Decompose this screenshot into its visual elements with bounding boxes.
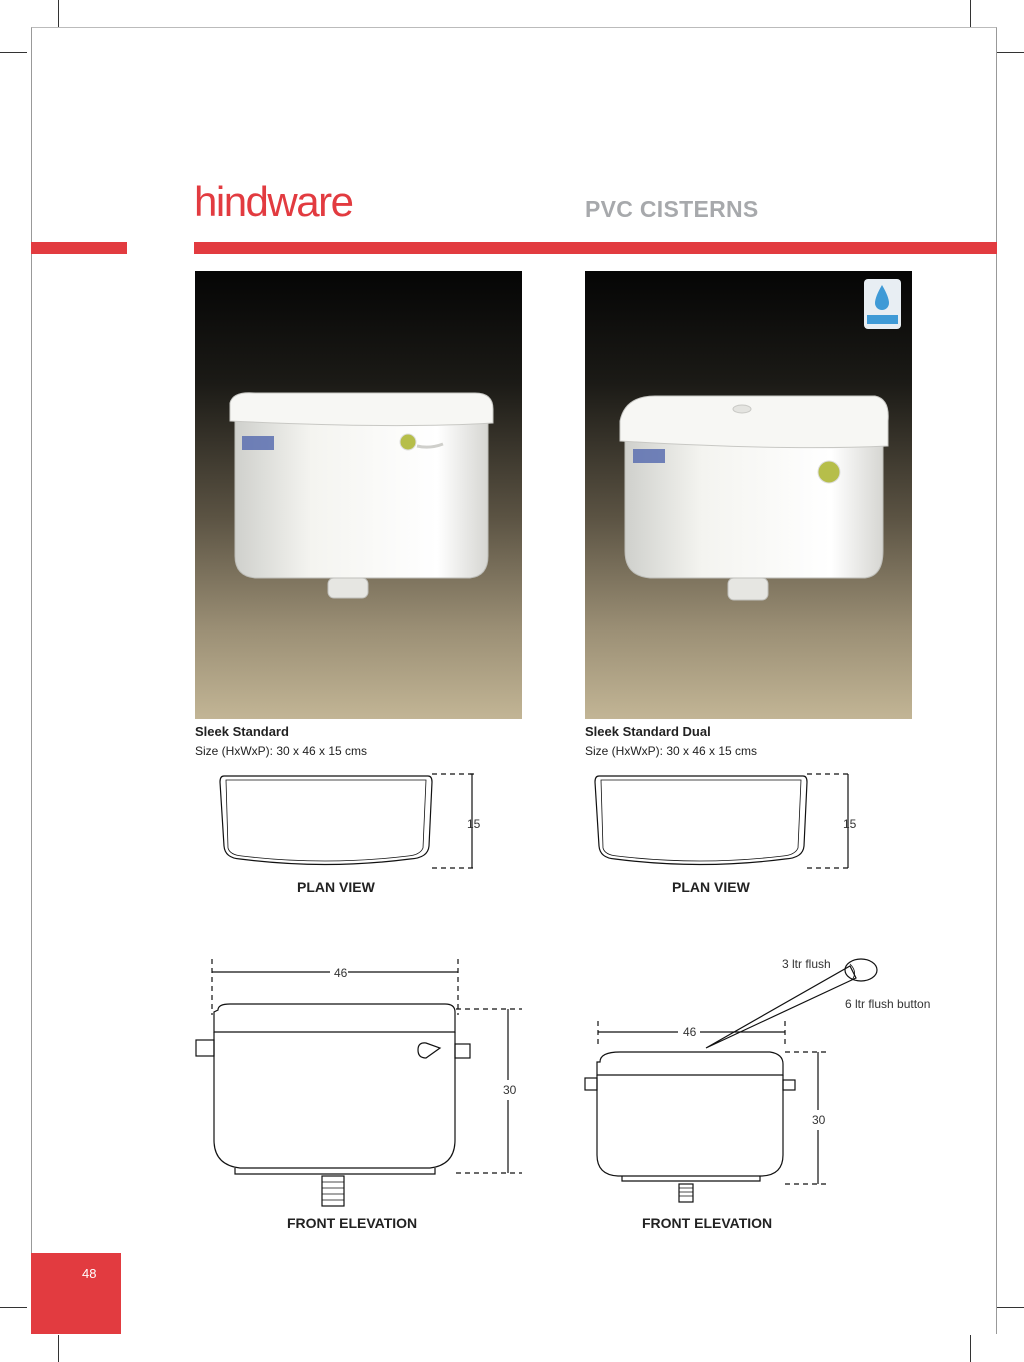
plan-depth-label: 15 (467, 817, 481, 831)
front-height-label: 30 (812, 1113, 826, 1127)
plan-view-label: PLAN VIEW (672, 879, 750, 895)
plan-depth-label: 15 (843, 817, 857, 831)
crop-mark-left-bottom (0, 1307, 27, 1308)
product-size: Size (HxWxP): 30 x 46 x 15 cms (585, 744, 758, 758)
crop-mark-right-top (997, 52, 1024, 53)
product-photo-sleek-standard-dual (585, 271, 912, 719)
front-height-label: 30 (503, 1083, 517, 1097)
product-photo-sleek-standard (195, 271, 522, 719)
crop-mark-bottom-left (58, 1335, 59, 1362)
crop-mark-left-top (0, 52, 27, 53)
front-width-label: 46 (683, 1025, 697, 1039)
page-number-tab (31, 1253, 121, 1334)
plan-view-label: PLAN VIEW (297, 879, 375, 895)
front-elevation-label: FRONT ELEVATION (287, 1215, 418, 1231)
crop-mark-bottom-right (970, 1335, 971, 1362)
crop-mark-right-bottom (997, 1307, 1024, 1308)
product-size: Size (HxWxP): 30 x 46 x 15 cms (195, 744, 368, 758)
callout-3-ltr-flush: 3 ltr flush (782, 957, 831, 971)
brand-logo: hindware (194, 178, 353, 225)
page-number: 48 (82, 1266, 97, 1281)
product-name: Sleek Standard Dual (585, 724, 711, 739)
callout-6-ltr-flush-button: 6 ltr flush button (845, 997, 931, 1011)
section-title: PVC CISTERNS (585, 196, 759, 222)
front-width-label: 46 (334, 966, 348, 980)
front-elevation-label: FRONT ELEVATION (642, 1215, 773, 1231)
header-rule (194, 242, 997, 254)
crop-mark-top-right (970, 0, 971, 27)
crop-mark-top-left (58, 0, 59, 27)
cistern-image (195, 271, 522, 719)
product-name: Sleek Standard (195, 724, 289, 739)
cistern-image (585, 271, 912, 719)
header-rule-left (31, 242, 127, 254)
